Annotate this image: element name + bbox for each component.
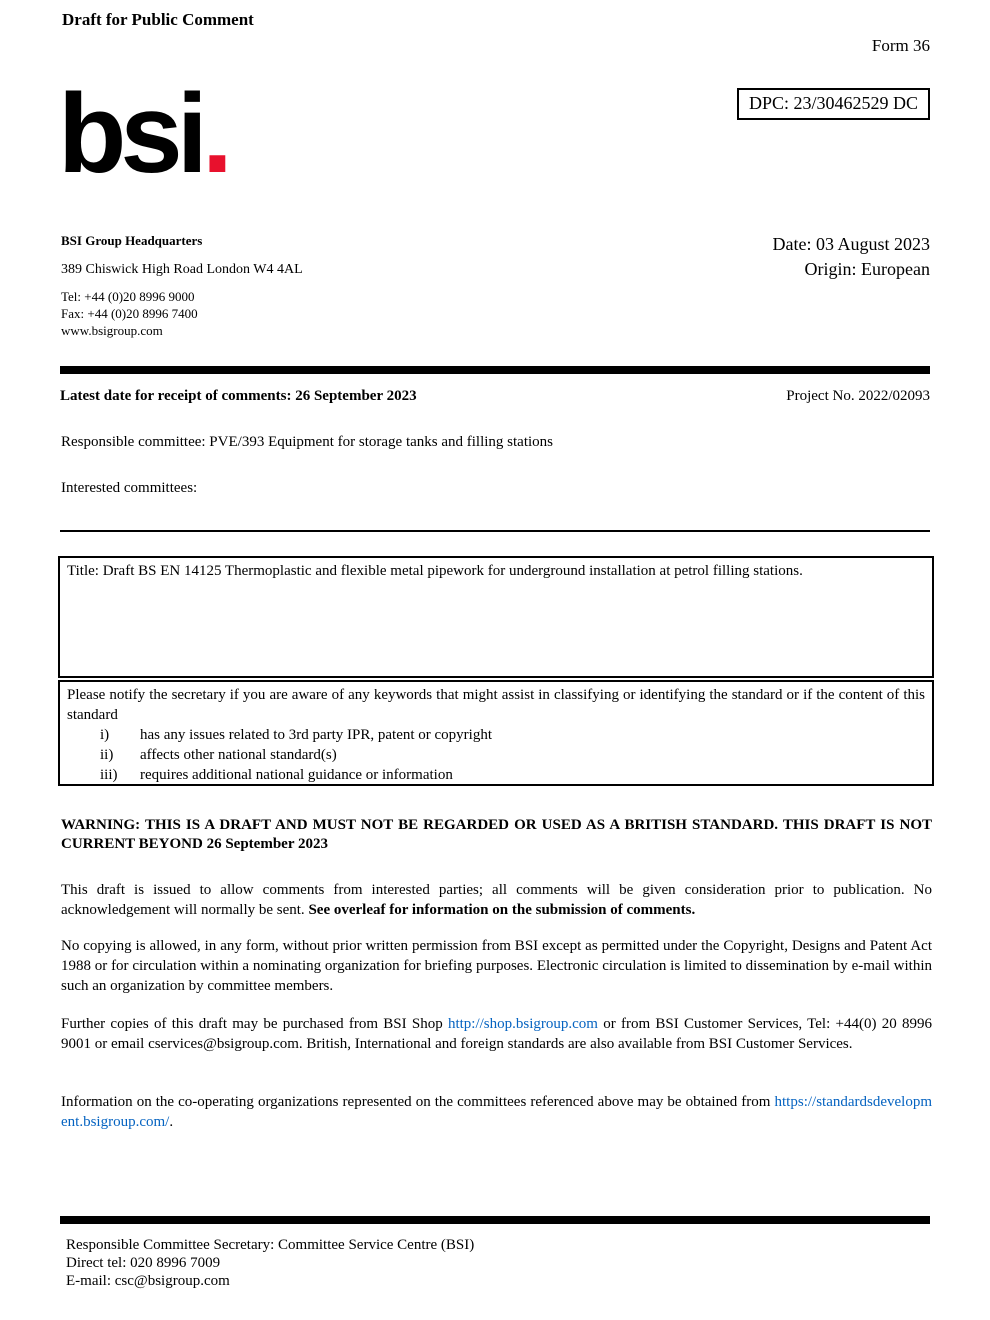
thin-divider-line	[60, 530, 930, 532]
committee-secretary-line: Responsible Committee Secretary: Committee Service Centre (BSI)	[66, 1237, 475, 1253]
draft-for-public-comment-label: Draft for Public Comment	[62, 10, 254, 29]
top-divider-bar	[60, 366, 930, 374]
keywords-notice-intro: Please notify the secretary if you are aware of any keywords that might assist in classifying or identifying the standard or if the content of this standard	[67, 687, 925, 723]
standard-title-text: Title: Draft BS EN 14125 Thermoplastic and flexible metal pipework for underground installation at petrol filling stations.	[67, 563, 803, 579]
footer-email: E-mail: csc@bsigroup.com	[66, 1273, 230, 1289]
draft-warning-text: WARNING: THIS IS A DRAFT AND MUST NOT BE REGARDED OR USED AS A BRITISH STANDARD. THIS DRAFT IS NOT CURRENT BEYOND 26 September 2023	[61, 817, 932, 852]
cooperating-organizations-paragraph	[61, 1092, 932, 1132]
footer-contact-block	[66, 1236, 474, 1290]
keyword-item	[67, 725, 925, 745]
keywords-notice-box	[58, 680, 934, 786]
keyword-item-text: affects other national standard(s)	[140, 747, 337, 763]
document-date: Date: 03 August 2023	[772, 234, 930, 254]
responsible-committee-line: Responsible committee: PVE/393 Equipment for storage tanks and filling stations	[61, 434, 554, 450]
dpc-number-box	[737, 88, 930, 120]
copyright-paragraph: No copying is allowed, in any form, without prior written permission from BSI except as permitted under the Copyright, Designs and Patent Act 1988 or for circulation within a nominating organization for briefing purposes. Electronic circulation is limited to dissemination by e-mail within such an organization by committee members.	[61, 938, 932, 994]
latest-date-for-comments: Latest date for receipt of comments: 26 September 2023	[60, 388, 417, 404]
see-overleaf-note: See overleaf for information on the submission of comments.	[308, 902, 696, 918]
purchase-paragraph	[61, 1014, 932, 1054]
project-number: Project No. 2022/02093	[786, 388, 930, 404]
purchase-paragraph-text-1: Further copies of this draft may be purchased from BSI Shop	[61, 1016, 448, 1032]
bsi-logo-text: bsi	[58, 71, 202, 196]
comments-paragraph	[61, 880, 932, 920]
cooperating-paragraph-period: .	[169, 1114, 174, 1130]
keyword-item-text: has any issues related to 3rd party IPR, patent or copyright	[140, 727, 493, 743]
footer-direct-tel: Direct tel: 020 8996 7009	[66, 1255, 221, 1271]
headquarters-contact-block	[61, 232, 303, 339]
keyword-item-number: ii)	[100, 747, 114, 763]
headquarters-tel: Tel: +44 (0)20 8996 9000	[61, 289, 195, 304]
keyword-item	[67, 745, 925, 765]
dpc-number-text: DPC: 23/30462529 DC	[748, 93, 918, 113]
keyword-item	[67, 765, 925, 785]
interested-committees-line: Interested committees:	[61, 480, 198, 496]
bsi-shop-link[interactable]: http://shop.bsigroup.com	[447, 1016, 598, 1032]
keyword-item-text: requires additional national guidance or information	[140, 767, 453, 783]
standards-development-link[interactable]: https://standardsdevelopment.bsigroup.com/	[61, 1094, 932, 1130]
headquarters-fax: Fax: +44 (0)20 8996 7400	[61, 306, 198, 321]
headquarters-address: 389 Chiswick High Road London W4 4AL	[61, 262, 303, 277]
date-origin-block	[773, 232, 931, 282]
bsi-logo	[58, 71, 227, 196]
document-origin: Origin: European	[804, 259, 930, 279]
cooperating-paragraph-text: Information on the co-operating organizations represented on the committees referenced above may be obtained from	[61, 1094, 775, 1110]
title-box	[58, 556, 934, 678]
headquarters-name: BSI Group Headquarters	[61, 233, 203, 248]
comments-paragraph-text: This draft is issued to allow comments from interested parties; all comments will be given consideration prior to publication. No acknowledgement will normally be sent.	[61, 882, 932, 918]
headquarters-website: www.bsigroup.com	[61, 323, 163, 338]
purchase-paragraph-text-2: or from BSI Customer Services, Tel: +44(0) 20 8996 9001 or email cservices@bsigroup.com. British, International and foreign standards are also available from BSI Customer Services.	[61, 1016, 932, 1052]
form-number-label: Form 36	[871, 36, 930, 55]
keyword-item-number: i)	[100, 727, 110, 743]
bottom-divider-bar	[60, 1216, 930, 1224]
comments-deadline-row	[60, 388, 930, 405]
keyword-item-number: iii)	[100, 767, 118, 783]
bsi-logo-dot: .	[201, 71, 227, 196]
